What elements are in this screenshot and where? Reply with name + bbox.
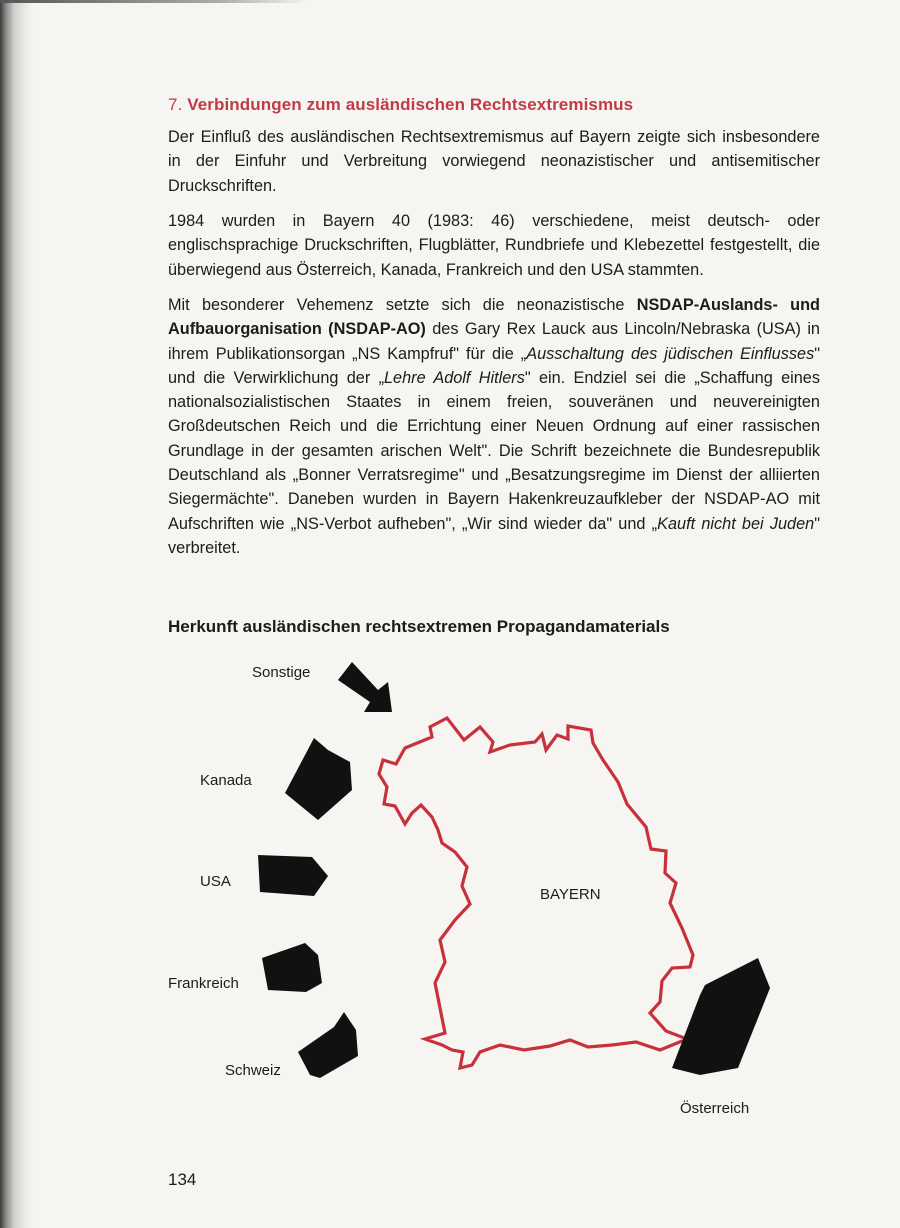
arrow-sonstige <box>338 662 392 712</box>
section-title: Verbindungen zum ausländischen Rechtsextremismus <box>187 95 634 114</box>
organization-name: NSDAP-Auslands- und Aufbauorganisation (NSDAP-AO) <box>168 296 820 339</box>
arrow-frankreich <box>262 943 322 992</box>
section-number: 7. <box>168 95 183 114</box>
arrow-kanada <box>285 738 352 820</box>
arrow-usa <box>258 855 328 896</box>
arrow-schweiz <box>298 1012 358 1078</box>
label-schweiz: Schweiz <box>225 1062 281 1079</box>
text-run: des Gary Rex Lauck aus Lincoln/Nebraska (USA) in ihrem Publikationsorgan „NS Kampfruf" für die „ <box>168 320 820 363</box>
paragraph-1984-findings: 1984 wurden in Bayern 40 (1983: 46) verschiedene, meist deutsch- oder englischsprachige Druckschriften, Flugblätter, Rundbriefe und Klebezettel festgestellt, die überwiegend aus Österreich, Kanada, Frankreich und den USA stammten. <box>168 212 820 279</box>
bavaria-outline <box>379 718 693 1068</box>
label-frankreich: Frankreich <box>168 975 239 992</box>
page-number: 134 <box>168 1170 197 1189</box>
text-run: " ein. Endziel sei die „Schaffung eines nationalsozialistischen Staates in einem freien, souveränen und neuvereinigten Großdeutschen Reich und die Errichtung einer Neuen Ordnung auf einer rassischen Grundlage in der gesamten arischen Welt". Die Schrift bezeichnete die Bundesrepublik Deutschland als „Bonner Verratsregime" und „Besatzungsregime im Dienst der alliierten Siegermächte". Daneben wurden in Bayern Hakenkreuzaufkleber der NSDAP-AO mit Aufschriften wie „NS-Verbot aufheben", „Wir sind wieder da" und „ <box>168 368 820 533</box>
quote-italic: Lehre Adolf Hitlers <box>384 368 525 387</box>
arrow-oesterreich <box>672 958 770 1075</box>
quote-italic: Kauft nicht bei Juden <box>657 514 815 533</box>
paragraph-intro: Der Einfluß des ausländischen Rechtsextremismus auf Bayern zeigte sich insbesondere in der Einfuhr und Verbreitung vorwiegend neonazistischer und antisemitischer Druckschriften. <box>168 128 820 195</box>
label-usa: USA <box>200 873 231 890</box>
text-run: Mit besonderer Vehemenz setzte sich die neonazistische <box>168 296 637 314</box>
text-run: " und die Verwirklichung der „ <box>168 344 820 387</box>
label-kanada: Kanada <box>200 772 252 789</box>
label-bayern: BAYERN <box>540 886 601 903</box>
label-sonstige: Sonstige <box>252 664 311 681</box>
text-run: " verbreitet. <box>168 514 820 557</box>
figure-caption: Herkunft ausländischen rechtsextremen Propagandamaterials <box>168 617 670 636</box>
quote-italic: Ausschaltung des jüdischen Einflusses <box>526 344 815 363</box>
label-oesterreich: Österreich <box>680 1100 750 1117</box>
